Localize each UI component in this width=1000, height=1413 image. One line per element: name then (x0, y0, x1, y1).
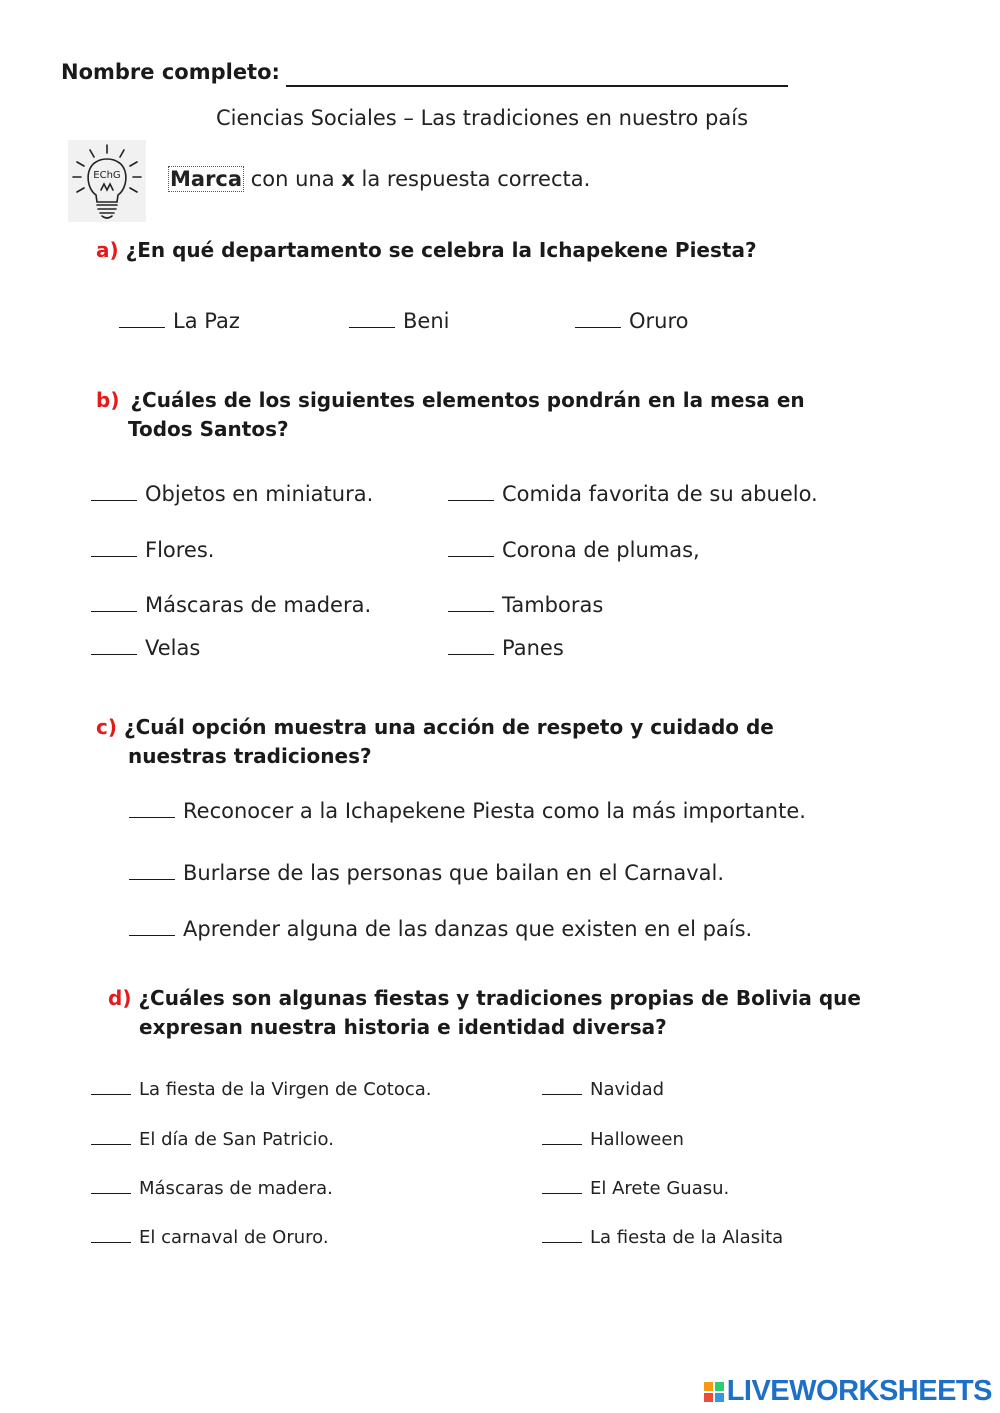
answer-blank[interactable] (129, 935, 175, 936)
option-a-3[interactable]: Oruro (575, 309, 689, 333)
option-d-4[interactable]: Halloween (542, 1129, 684, 1150)
option-a-1[interactable]: La Paz (119, 309, 240, 333)
name-field-line[interactable] (286, 85, 788, 87)
option-b-2[interactable]: Comida favorita de su abuelo. (448, 482, 818, 506)
instr-text-a: con una (250, 167, 335, 191)
option-b-4[interactable]: Corona de plumas, (448, 538, 700, 562)
option-c-2[interactable]: Burlarse de las personas que bailan en el Carnaval. (129, 861, 724, 885)
answer-blank[interactable] (91, 1242, 131, 1243)
question-b (96, 386, 805, 415)
question-b-line1: ¿Cuáles de los siguientes elementos pondrán en la mesa en (130, 388, 805, 412)
question-a-text: ¿En qué departamento se celebra la Ichapekene Piesta? (125, 238, 757, 262)
option-d-1[interactable]: La fiesta de la Virgen de Cotoca. (91, 1079, 432, 1100)
answer-blank[interactable] (91, 556, 137, 557)
answer-blank[interactable] (448, 611, 494, 612)
instructions (168, 167, 590, 191)
option-d-8[interactable]: La fiesta de la Alasita (542, 1227, 783, 1248)
svg-text:EChG: EChG (93, 170, 121, 181)
logo-text: LIVEWORKSHEETS (726, 1375, 992, 1407)
instr-x: x (341, 167, 355, 191)
answer-blank[interactable] (542, 1242, 582, 1243)
option-d-3[interactable]: El día de San Patricio. (91, 1129, 334, 1150)
option-d-6[interactable]: El Arete Guasu. (542, 1178, 729, 1199)
option-c-3[interactable]: Aprender alguna de las danzas que existen en el país. (129, 917, 752, 941)
name-label: Nombre completo: (61, 60, 280, 84)
option-b-6[interactable]: Tamboras (448, 593, 603, 617)
option-d-2[interactable]: Navidad (542, 1079, 664, 1100)
option-b-8[interactable]: Panes (448, 636, 564, 660)
question-b-line2: Todos Santos? (128, 417, 289, 441)
answer-blank[interactable] (129, 879, 175, 880)
lightbulb-icon (68, 140, 146, 222)
question-c-letter: c) (96, 715, 117, 739)
option-d-7[interactable]: El carnaval de Oruro. (91, 1227, 329, 1248)
question-d-line1: ¿Cuáles son algunas fiestas y tradiciones propias de Bolivia que (138, 986, 861, 1010)
answer-blank[interactable] (91, 654, 137, 655)
answer-blank[interactable] (542, 1193, 582, 1194)
option-a-2[interactable]: Beni (349, 309, 449, 333)
answer-blank[interactable] (91, 611, 137, 612)
answer-blank[interactable] (542, 1144, 582, 1145)
answer-blank[interactable] (448, 500, 494, 501)
option-d-5[interactable]: Máscaras de madera. (91, 1178, 333, 1199)
question-b-letter: b) (96, 388, 120, 412)
page-subtitle: Ciencias Sociales – Las tradiciones en nuestro país (216, 106, 749, 130)
answer-blank[interactable] (119, 327, 165, 328)
answer-blank[interactable] (448, 654, 494, 655)
option-b-1[interactable]: Objetos en miniatura. (91, 482, 373, 506)
answer-blank[interactable] (575, 327, 621, 328)
question-d-letter: d) (108, 986, 132, 1010)
instr-text-b: la respuesta correcta. (361, 167, 591, 191)
answer-blank[interactable] (448, 556, 494, 557)
question-d-line2: expresan nuestra historia e identidad diversa? (139, 1015, 667, 1039)
option-b-5[interactable]: Máscaras de madera. (91, 593, 371, 617)
option-b-3[interactable]: Flores. (91, 538, 214, 562)
question-c-line1: ¿Cuál opción muestra una acción de respeto y cuidado de (123, 715, 774, 739)
answer-blank[interactable] (91, 1193, 131, 1194)
answer-blank[interactable] (91, 1144, 131, 1145)
marca-word: Marca (170, 167, 243, 191)
answer-blank[interactable] (91, 500, 137, 501)
answer-blank[interactable] (129, 817, 175, 818)
logo-blocks-icon (704, 1382, 724, 1402)
question-c (96, 713, 774, 742)
liveworksheets-logo (704, 1375, 992, 1408)
answer-blank[interactable] (349, 327, 395, 328)
answer-blank[interactable] (542, 1094, 582, 1095)
question-d (108, 984, 861, 1013)
option-c-1[interactable]: Reconocer a la Ichapekene Piesta como la más importante. (129, 799, 806, 823)
option-b-7[interactable]: Velas (91, 636, 200, 660)
question-a (96, 236, 757, 265)
question-c-line2: nuestras tradiciones? (128, 744, 372, 768)
question-a-letter: a) (96, 238, 119, 262)
answer-blank[interactable] (91, 1094, 131, 1095)
